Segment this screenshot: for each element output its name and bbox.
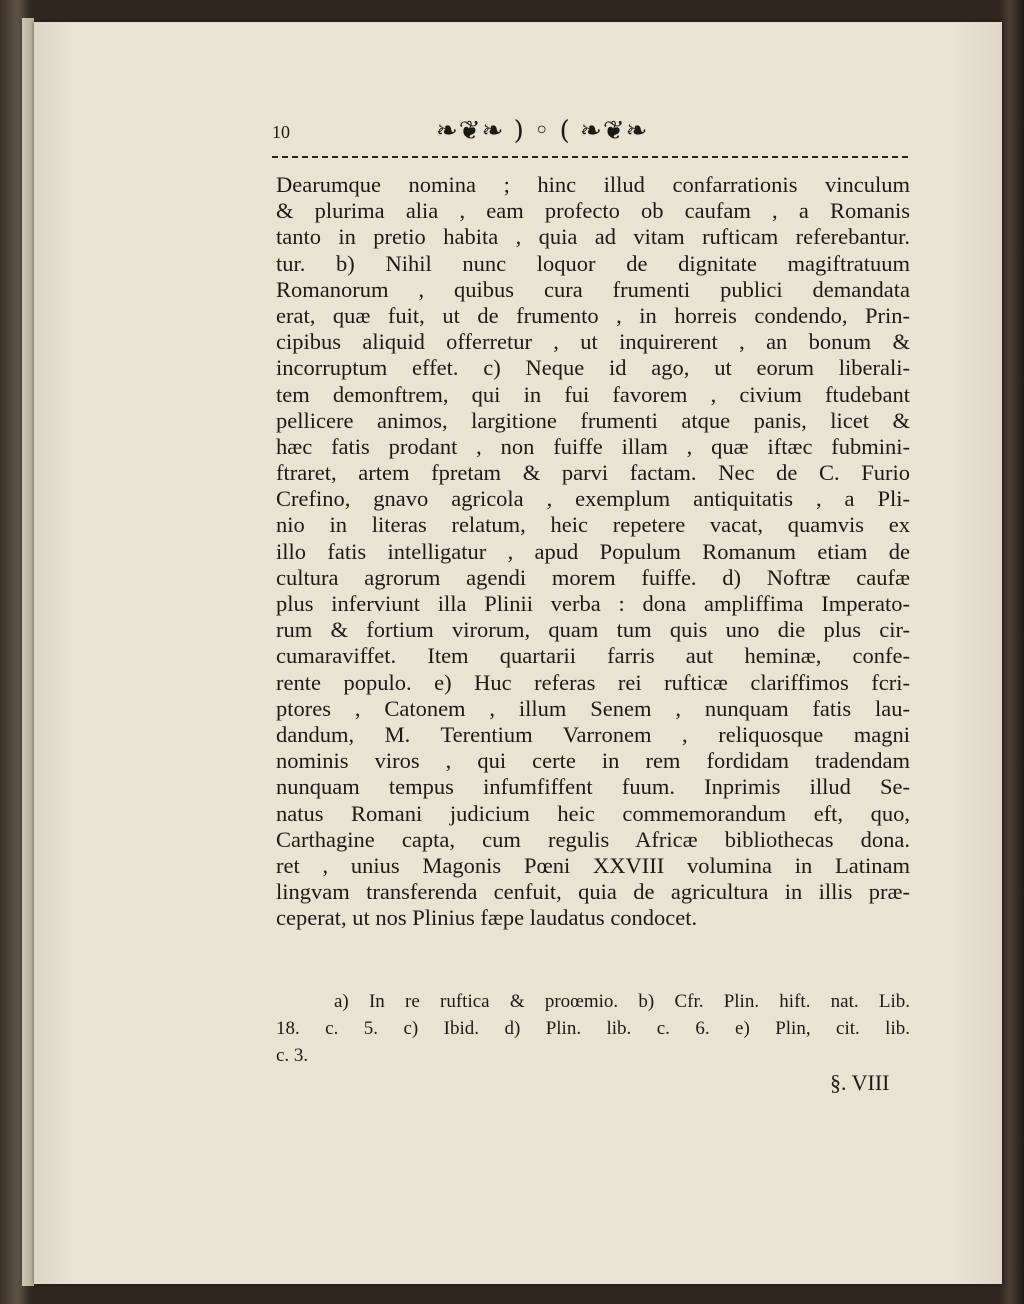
text-line: Romanorum , quibus cura frumenti publici demandata (276, 276, 910, 302)
text-line: cumaraviffet. Item quartarii farris aut heminæ, confe- (276, 643, 910, 669)
text-line: tem demonftrem, qui in fui favorem , civium ftudebant (276, 381, 910, 407)
header-rule (272, 156, 908, 158)
text-line: Carthagine capta, cum regulis Africæ bibliothecas dona. (276, 826, 910, 852)
text-line: nominis viros , qui certe in rem fordidam tradendam (276, 748, 910, 774)
text-line: nio in literas relatum, heic repetere vacat, quamvis ex (276, 512, 910, 538)
text-line: tur. b) Nihil nunc loquor de dignitate magiftratuum (276, 250, 910, 276)
text-line: natus Romani judicium heic commemorandum eft, quo, (276, 800, 910, 826)
text-line: nunquam tempus infumfiffent fuum. Inprimis illud Se- (276, 774, 910, 800)
header-ornament: ❧❦❧ ) ◦ ( ❧❦❧ (436, 116, 649, 146)
text-line: ftraret, artem fpretam & parvi factam. Nec de C. Furio (276, 460, 910, 486)
text-line: Dearumque nomina ; hinc illud confarrationis vinculum (276, 172, 910, 197)
footnote-line: a) In re ruftica & proœmio. b) Cfr. Plin. hift. nat. Lib. (334, 991, 910, 1012)
page-number: 10 (272, 122, 290, 142)
running-header (236, 114, 908, 170)
text-line: dandum, M. Terentium Varronem , reliquosque magni (276, 721, 910, 747)
text-line: Crefino, gnavo agricola , exemplum antiquitatis , a Pli- (276, 486, 910, 512)
footnotes (276, 988, 910, 1069)
text-line: cipibus aliquid offerretur , ut inquirerent , an bonum & (276, 329, 910, 355)
text-line: cultura agrorum agendi morem fuiffe. d) Noftræ caufæ (276, 564, 910, 590)
footnote-line: c. 3. (276, 1045, 309, 1066)
text-line: ceperat, ut nos Plinius fæpe laudatus condocet. (276, 905, 698, 931)
text-line: & plurima alia , eam profecto ob caufam , a Romanis (276, 198, 910, 224)
text-line: ptores , Catonem , illum Senem , nunquam fatis lau- (276, 695, 910, 721)
text-line: pellicere animos, largitione frumenti atque panis, licet & (276, 407, 910, 433)
text-line: incorruptum effet. c) Neque id ago, ut eorum liberali- (276, 355, 910, 381)
text-line: plus inferviunt illa Plinii verba : dona ampliffima Imperato- (276, 591, 910, 616)
text-line: tanto in pretio habita , quia ad vitam rufticam referebantur. (276, 224, 910, 250)
text-line: erat, quæ fuit, ut de frumento , in horreis condendo, Prin- (276, 302, 910, 328)
previous-page-edge (22, 18, 34, 1286)
catchword: §. VIII (830, 1070, 890, 1095)
text-line: rente populo. e) Huc referas rei rufticæ clariffimos fcri- (276, 669, 910, 695)
text-line: illo fatis intelligatur , apud Populum Romanum etiam de (276, 538, 910, 564)
text-line: ret , unius Magonis Pœni XXVIII volumina in Latinam (276, 852, 910, 878)
text-line: lingvam transferenda cenfuit, quia de agricultura in illis præ- (276, 879, 910, 905)
footnote-line: 18. c. 5. c) Ibid. d) Plin. lib. c. 6. e) Plin, cit. lib. (276, 1018, 910, 1039)
text-line: rum & fortium virorum, quam tum quis uno die plus cir- (276, 617, 910, 643)
text-line: hæc fatis prodant , non fuiffe illam , quæ iftæc fubmini- (276, 433, 910, 459)
body-text (276, 172, 910, 931)
